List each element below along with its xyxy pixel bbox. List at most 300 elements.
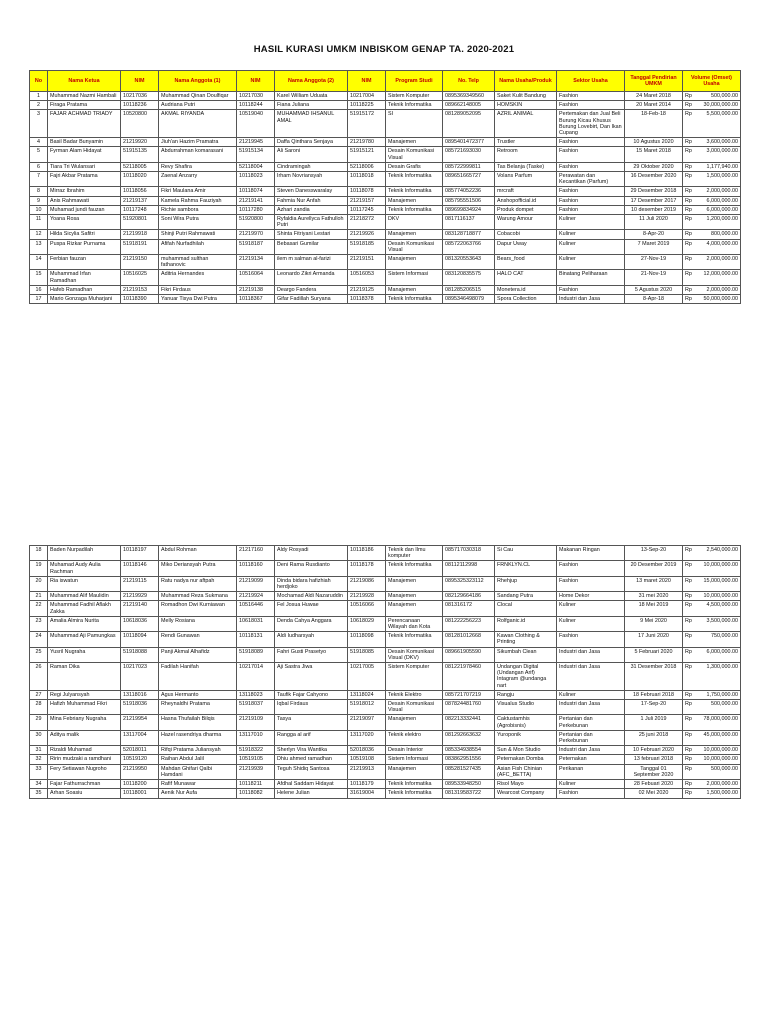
cell-nama-usaha: Yuroponik [495, 730, 557, 745]
cell-nim-ketua: 21219918 [121, 230, 159, 239]
cell-program-studi: Desain Komunikasi Visual [386, 147, 443, 162]
cell-no-telp: 082213332441 [443, 715, 495, 730]
table-row [30, 576, 741, 591]
cell-no-telp: 085334938554 [443, 746, 495, 755]
cell-anggota-1: Zaenal Anzarry [159, 172, 237, 187]
cell-tanggal-pendirian: 9 Mei 2020 [625, 616, 683, 631]
table-row [30, 255, 741, 270]
cell-tanggal-pendirian: 10 Februari 2020 [625, 746, 683, 755]
cell-no: 29 [30, 715, 48, 730]
cell-nama-ketua: Muhammad Irfan Ramadhan [48, 270, 121, 285]
cell-sektor-usaha: Industri dan Jasa [557, 295, 625, 304]
cell-nama-usaha: Visualus Studio [495, 700, 557, 715]
table-row [30, 780, 741, 789]
cell-nama-ketua: Baden Nurpadilah [48, 546, 121, 561]
omset-value: 500,000.00 [711, 93, 738, 99]
cell-volume-omset [683, 755, 741, 764]
cell-anggota-1: AKMAL RIYANDA [159, 110, 237, 138]
cell-anggota-2: Irham Novriansyah [275, 172, 348, 187]
cell-no: 23 [30, 616, 48, 631]
currency-label: Rp [685, 716, 692, 723]
col-header-volume-omset: Volume (Omset) Usaha [683, 71, 741, 92]
cell-sektor-usaha: Fashion [557, 789, 625, 798]
cell-tanggal-pendirian: 31 Desember 2018 [625, 663, 683, 691]
cell-no: 18 [30, 546, 48, 561]
cell-sektor-usaha: Peternakan [557, 755, 625, 764]
cell-anggota-1: Rendi Gunawan [159, 632, 237, 647]
cell-sektor-usaha: Pertemakan dan Jual Beli Burung Kicau Khusus Burung Lovebirt, Dan Ikan Cupang [557, 110, 625, 138]
cell-no-telp: 085717030318 [443, 546, 495, 561]
cell-nama-usaha: Produk dompet [495, 205, 557, 214]
cell-nim-ketua: 21219920 [121, 138, 159, 147]
cell-anggota-1: Audriana Putri [159, 101, 237, 110]
cell-nim-anggota-2: 10118018 [348, 172, 386, 187]
cell-nim-ketua: 51918036 [121, 700, 159, 715]
cell-program-studi: Manajemen [386, 138, 443, 147]
cell-volume-omset [683, 270, 741, 285]
cell-nim-anggota-2: 31619004 [348, 789, 386, 798]
cell-anggota-2: Dhiu ahmed ramadhan [275, 755, 348, 764]
cell-nim-anggota-2: 51915172 [348, 110, 386, 138]
cell-no-telp: 083862951556 [443, 755, 495, 764]
cell-nama-usaha: Trustler [495, 138, 557, 147]
cell-anggota-2: Afdhal Saddam Hidayat [275, 780, 348, 789]
cell-tanggal-pendirian: 27-Nov-19 [625, 255, 683, 270]
cell-nim-anggota-2: 51918085 [348, 647, 386, 662]
cell-sektor-usaha: Fashion [557, 187, 625, 196]
cell-anggota-2: Daffa Qinthara Senjaya [275, 138, 348, 147]
omset-value: 1,300,000.00 [706, 664, 738, 671]
currency-label: Rp [685, 765, 692, 772]
cell-volume-omset [683, 110, 741, 138]
cell-anggota-1: Rheynaldhi Pratama [159, 700, 237, 715]
cell-anggota-2: Tasya [275, 715, 348, 730]
cell-volume-omset [683, 746, 741, 755]
cell-nama-usaha: Monetera.id [495, 285, 557, 294]
table-body-page1 [30, 92, 741, 304]
cell-sektor-usaha: Fashion [557, 138, 625, 147]
cell-program-studi: Manajemen [386, 576, 443, 591]
cell-anggota-1: Melly Rosiana [159, 616, 237, 631]
omset-value: 10,000,000.00 [703, 593, 738, 600]
cell-no-telp: 089651665727 [443, 172, 495, 187]
cell-anggota-1: Romadhon Dwi Kurniawan [159, 601, 237, 616]
cell-anggota-2: Bebasari Gumilar [275, 239, 348, 254]
cell-sektor-usaha: Industri dan Jasa [557, 663, 625, 691]
col-header-nim-anggota-1: NIM [237, 71, 275, 92]
cell-no-telp: 081222256223 [443, 616, 495, 631]
cell-sektor-usaha: Industri dan Jasa [557, 746, 625, 755]
cell-nim-anggota-1: 21217160 [237, 546, 275, 561]
cell-nim-anggota-2: 13117020 [348, 730, 386, 745]
cell-sektor-usaha: Fashion [557, 147, 625, 162]
cell-anggota-2: Aldy Rosyadi [275, 546, 348, 561]
omset-value: 2,000,000.00 [706, 286, 738, 293]
cell-no-telp: 085281527435 [443, 764, 495, 779]
omset-value: 800,000.00 [711, 231, 738, 238]
cell-nim-anggota-1: 10118211 [237, 780, 275, 789]
table-row [30, 663, 741, 691]
currency-label: Rp [685, 216, 692, 223]
cell-nim-anggota-2: 10118178 [348, 561, 386, 576]
cell-anggota-1: Fikri Firdaus [159, 285, 237, 294]
cell-no-telp: 089699834924 [443, 205, 495, 214]
cell-anggota-1: Agus Hermanto [159, 690, 237, 699]
cell-nama-ketua: Fyrman Alam Hidayat [48, 147, 121, 162]
cell-tanggal-pendirian: 5 Agustus 2020 [625, 285, 683, 294]
cell-anggota-2: Azhari zandia [275, 205, 348, 214]
cell-program-studi: Teknik Informatika [386, 101, 443, 110]
cell-nama-ketua: Yoana Rosa [48, 215, 121, 230]
cell-no: 11 [30, 215, 48, 230]
cell-anggota-1: Aditria Hernandes [159, 270, 237, 285]
table-row [30, 196, 741, 205]
cell-nim-anggota-2: 10118378 [348, 295, 386, 304]
cell-sektor-usaha: Kuliner [557, 601, 625, 616]
cell-volume-omset [683, 730, 741, 745]
currency-label: Rp [685, 240, 692, 247]
table-row [30, 239, 741, 254]
cell-nim-anggota-2: 21219913 [348, 764, 386, 779]
cell-tanggal-pendirian: 10 Agustus 2020 [625, 138, 683, 147]
cell-anggota-1: Soni Wira Putra [159, 215, 237, 230]
cell-tanggal-pendirian: 10 desember 2019 [625, 205, 683, 214]
cell-nama-usaha: Peternakan Domba [495, 755, 557, 764]
table-row [30, 764, 741, 779]
cell-tanggal-pendirian: 16 Desember 2020 [625, 172, 683, 187]
cell-program-studi: Teknik Informatika [386, 780, 443, 789]
cell-no-telp: 0895325323112 [443, 576, 495, 591]
cell-nama-ketua: Mina Febriany Nugraha [48, 715, 121, 730]
cell-nim-ketua: 21219115 [121, 576, 159, 591]
cell-anggota-2: Deargo Fandera [275, 285, 348, 294]
cell-volume-omset [683, 172, 741, 187]
cell-nim-ketua: 10118001 [121, 789, 159, 798]
cell-program-studi: Sistem Komputer [386, 663, 443, 691]
col-header-anggota-1: Nama Anggota (1) [159, 71, 237, 92]
cell-nim-anggota-1: 10117280 [237, 205, 275, 214]
cell-program-studi: Teknik Informatika [386, 295, 443, 304]
table-row [30, 592, 741, 601]
currency-label: Rp [685, 148, 692, 155]
cell-nama-ketua: Ririn mudzaki a ramdhani [48, 755, 121, 764]
table-row [30, 632, 741, 647]
cell-program-studi: Teknik elektro [386, 730, 443, 745]
cell-nama-usaha: HALO CAT [495, 270, 557, 285]
cell-nim-anggota-2: 51918185 [348, 239, 386, 254]
cell-no: 7 [30, 172, 48, 187]
cell-volume-omset [683, 147, 741, 162]
cell-nama-ketua: Mirraz Ibrahim [48, 187, 121, 196]
col-header-no-telp: No. Telp [443, 71, 495, 92]
cell-sektor-usaha: Kuliner [557, 239, 625, 254]
currency-label: Rp [685, 602, 692, 609]
cell-no: 21 [30, 592, 48, 601]
omset-value: 6,000,000.00 [706, 197, 738, 204]
cell-program-studi: Sistem Informasi [386, 270, 443, 285]
cell-nama-usaha: Caktustamhis (Agrobisnis) [495, 715, 557, 730]
cell-nim-ketua: 10118056 [121, 187, 159, 196]
cell-tanggal-pendirian: 31 mei 2020 [625, 592, 683, 601]
currency-label: Rp [685, 286, 692, 293]
cell-no: 19 [30, 561, 48, 576]
table-row [30, 205, 741, 214]
currency-label: Rp [685, 790, 692, 797]
table-row [30, 230, 741, 239]
cell-volume-omset [683, 92, 741, 101]
cell-nim-ketua: 10217023 [121, 663, 159, 691]
currency-label: Rp [685, 173, 692, 180]
table-row [30, 601, 741, 616]
cell-anggota-1: Muhammad Reza Sukmana [159, 592, 237, 601]
cell-nim-ketua: 10118146 [121, 561, 159, 576]
cell-no: 5 [30, 147, 48, 162]
cell-nama-usaha: Tas Belanja (Taske) [495, 162, 557, 171]
cell-no-telp: 081285206515 [443, 285, 495, 294]
cell-nim-anggota-2: 13118024 [348, 690, 386, 699]
cell-volume-omset [683, 285, 741, 294]
cell-nim-anggota-2: 10118179 [348, 780, 386, 789]
table-row [30, 746, 741, 755]
col-header-nama-usaha: Nama Usaha/Produk [495, 71, 557, 92]
cell-nim-ketua: 10520800 [121, 110, 159, 138]
cell-nim-anggota-2: 51918012 [348, 700, 386, 715]
cell-program-studi: Desain Komunikasi Visual [386, 700, 443, 715]
cell-anggota-2: Aldi Iudharsyah [275, 632, 348, 647]
cell-no-telp: 081221978460 [443, 663, 495, 691]
cell-nim-anggota-1: 10217030 [237, 92, 275, 101]
cell-nim-anggota-2: 10117245 [348, 205, 386, 214]
cell-no: 30 [30, 730, 48, 745]
omset-value: 4,000,000.00 [706, 240, 738, 247]
cell-no: 24 [30, 632, 48, 647]
cell-volume-omset [683, 230, 741, 239]
col-header-nim-ketua: NIM [121, 71, 159, 92]
cell-anggota-1: Afifah Nurfadhilah [159, 239, 237, 254]
table-row [30, 285, 741, 294]
cell-no: 33 [30, 764, 48, 779]
col-header-anggota-2: Nama Anggota (2) [275, 71, 348, 92]
cell-no: 27 [30, 690, 48, 699]
currency-label: Rp [685, 93, 692, 99]
currency-label: Rp [685, 664, 692, 671]
currency-label: Rp [685, 691, 692, 698]
cell-no-telp: 085774052236 [443, 187, 495, 196]
cell-nama-ketua: Firaga Pratama [48, 101, 121, 110]
cell-no: 3 [30, 110, 48, 138]
cell-nama-ketua: Muhammad Nazmi Hambali [48, 92, 121, 101]
cell-no-telp: 0895401472377 [443, 138, 495, 147]
cell-volume-omset [683, 690, 741, 699]
cell-anggota-1: Abdul Rohman [159, 546, 237, 561]
cell-nim-anggota-1: 51915134 [237, 147, 275, 162]
cell-nama-ketua: Muhammad Alif Maulidin [48, 592, 121, 601]
cell-nama-ketua: Muhammad Aji Pamungkas [48, 632, 121, 647]
cell-nim-ketua: 21219929 [121, 592, 159, 601]
cell-nim-ketua: 13118016 [121, 690, 159, 699]
cell-program-studi: Manajemen [386, 255, 443, 270]
cell-nim-anggota-1: 10118367 [237, 295, 275, 304]
cell-sektor-usaha: Kuliner [557, 230, 625, 239]
cell-no: 32 [30, 755, 48, 764]
cell-anggota-1: Muhammad Qinan Doulfiqar [159, 92, 237, 101]
cell-sektor-usaha: Fashion [557, 101, 625, 110]
cell-nim-ketua: 51918191 [121, 239, 159, 254]
cell-tanggal-pendirian: 28 Febuari 2020 [625, 780, 683, 789]
cell-anggota-2: Ryfaldia Aurellyca Fathulloh Putri [275, 215, 348, 230]
cell-program-studi: Sistem Informasi [386, 755, 443, 764]
cell-nama-ketua: FAJAR ACHMAD TRIADY [48, 110, 121, 138]
col-header-tanggal-pendirian: Tanggal Pendirian UMKM [625, 71, 683, 92]
cell-anggota-2: Shinta Fitriyani Lestari [275, 230, 348, 239]
omset-value: 1,177,940.00 [706, 163, 738, 170]
cell-no-telp: 081316172 [443, 601, 495, 616]
cell-no: 34 [30, 780, 48, 789]
cell-nim-anggota-1: 10618031 [237, 616, 275, 631]
cell-nama-ketua: Fajar Fathurrachman [48, 780, 121, 789]
cell-nim-anggota-1: 10118244 [237, 101, 275, 110]
cell-program-studi: Manajemen [386, 601, 443, 616]
cell-no-telp: 081281012668 [443, 632, 495, 647]
cell-program-studi: Perencanaan Wilayah dan Kota [386, 616, 443, 631]
cell-nama-usaha: Volans Parfum [495, 172, 557, 187]
cell-nim-anggota-1: 21219134 [237, 255, 275, 270]
cell-nim-anggota-1: 10519040 [237, 110, 275, 138]
cell-nama-usaha: Anshopofficial.id [495, 196, 557, 205]
cell-tanggal-pendirian: 8-Apr-18 [625, 295, 683, 304]
cell-nama-usaha: FRNKLYN.CL [495, 561, 557, 576]
cell-nim-ketua: 10118020 [121, 172, 159, 187]
cell-tanggal-pendirian: 20 Maret 2014 [625, 101, 683, 110]
cell-nama-usaha: Si Cau [495, 546, 557, 561]
omset-value: 10,000,000.00 [703, 747, 738, 754]
cell-no-telp: 081320553643 [443, 255, 495, 270]
cell-nim-anggota-2: 10118078 [348, 187, 386, 196]
cell-nim-ketua: 13117004 [121, 730, 159, 745]
table-body-page2 [30, 546, 741, 799]
cell-nama-ketua: Regi Julyansyah [48, 690, 121, 699]
cell-program-studi: SI [386, 110, 443, 138]
cell-nim-anggota-1: 10519105 [237, 755, 275, 764]
cell-no: 35 [30, 789, 48, 798]
table-row [30, 546, 741, 561]
cell-no: 8 [30, 187, 48, 196]
cell-nim-anggota-1: 51918089 [237, 647, 275, 662]
omset-value: 4,500,000.00 [706, 602, 738, 609]
cell-volume-omset [683, 601, 741, 616]
cell-program-studi: Teknik Informatika [386, 632, 443, 647]
table-row [30, 270, 741, 285]
cell-nama-ketua: Amalia Almira Nurita [48, 616, 121, 631]
cell-volume-omset [683, 215, 741, 230]
cell-nama-ketua: Aditya malik [48, 730, 121, 745]
cell-sektor-usaha: Fashion [557, 196, 625, 205]
cell-volume-omset [683, 789, 741, 798]
cell-anggota-1: muhammad sulthan fathanovic [159, 255, 237, 270]
cell-no: 26 [30, 663, 48, 691]
currency-label: Rp [685, 617, 692, 624]
cell-program-studi: Desain Interior [386, 746, 443, 755]
cell-program-studi: Desain Komunikasi Visual (DKV) [386, 647, 443, 662]
cell-no-telp: 089533948250 [443, 780, 495, 789]
cell-sektor-usaha: Fashion [557, 162, 625, 171]
omset-value: 6,000,000.00 [706, 648, 738, 655]
cell-nim-anggota-2: 21219157 [348, 196, 386, 205]
cell-nim-ketua: 10117248 [121, 205, 159, 214]
omset-value: 3,600,000.00 [706, 139, 738, 146]
cell-nim-anggota-2: 10118098 [348, 632, 386, 647]
cell-volume-omset [683, 255, 741, 270]
cell-anggota-1: Panji Akmal Alhafidz [159, 647, 237, 662]
cell-sektor-usaha: Kuliner [557, 215, 625, 230]
cell-no: 25 [30, 647, 48, 662]
cell-nama-usaha: Cobacobi [495, 230, 557, 239]
cell-anggota-1: Aenik Nur Aufa [159, 789, 237, 798]
cell-no-telp: 081319583722 [443, 789, 495, 798]
cell-nama-ketua: Muhamad Audy Aulia Rachman [48, 561, 121, 576]
cell-nama-usaha: Warung Amour [495, 215, 557, 230]
cell-program-studi: Teknik Informatika [386, 172, 443, 187]
cell-nama-usaha: mrcraft [495, 187, 557, 196]
cell-tanggal-pendirian: 18 Mei 2019 [625, 601, 683, 616]
currency-label: Rp [685, 562, 692, 569]
cell-nama-usaha: Sandang Putra [495, 592, 557, 601]
cell-nama-ketua: Mario Gonzaga Muharjani [48, 295, 121, 304]
cell-nim-anggota-1: 51918187 [237, 239, 275, 254]
table-row [30, 295, 741, 304]
cell-sektor-usaha: Fashion [557, 205, 625, 214]
cell-volume-omset [683, 576, 741, 591]
table-row [30, 616, 741, 631]
omset-value: 1,750,000.00 [706, 691, 738, 698]
cell-tanggal-pendirian: 18 Februari 2018 [625, 690, 683, 699]
cell-anggota-1: Fikri Maulana Amir [159, 187, 237, 196]
cell-tanggal-pendirian: 20 Desember 2019 [625, 561, 683, 576]
omset-value: 15,000,000.00 [703, 577, 738, 584]
cell-nim-anggota-1: 21219970 [237, 230, 275, 239]
cell-volume-omset [683, 546, 741, 561]
cell-nim-anggota-2: 10519108 [348, 755, 386, 764]
cell-anggota-1: Ratu nadya nur aftpah [159, 576, 237, 591]
currency-label: Rp [685, 747, 692, 754]
omset-value: 30,000,000.00 [703, 102, 738, 109]
cell-sektor-usaha: Kuliner [557, 255, 625, 270]
cell-tanggal-pendirian: 15 Maret 2018 [625, 147, 683, 162]
cell-nama-ketua: Anis Rahmawati [48, 196, 121, 205]
cell-volume-omset [683, 592, 741, 601]
cell-program-studi: Manajemen [386, 285, 443, 294]
cell-tanggal-pendirian: 17 Desember 2017 [625, 196, 683, 205]
cell-sektor-usaha: Binatang Peliharaan [557, 270, 625, 285]
cell-nim-anggota-1: 21219099 [237, 576, 275, 591]
cell-tanggal-pendirian: 5 Februari 2020 [625, 647, 683, 662]
cell-sektor-usaha: Fashion [557, 92, 625, 101]
col-header-no: No [30, 71, 48, 92]
table-row [30, 715, 741, 730]
currency-label: Rp [685, 256, 692, 263]
omset-value: 750,000.00 [711, 633, 738, 640]
table-row [30, 755, 741, 764]
cell-nim-ketua: 10618036 [121, 616, 159, 631]
cell-nim-ketua: 10118200 [121, 780, 159, 789]
cell-nama-ketua: Tiara Tri Wulansari [48, 162, 121, 171]
cell-anggota-2: Leonardo Zikri Armanda [275, 270, 348, 285]
cell-nim-anggota-1: 21219924 [237, 592, 275, 601]
cell-anggota-2: Aji Sastra Jiwa [275, 663, 348, 691]
cell-nama-ketua: Fery Setiawan Nugroho [48, 764, 121, 779]
cell-no: 13 [30, 239, 48, 254]
cell-nim-ketua: 21219950 [121, 764, 159, 779]
